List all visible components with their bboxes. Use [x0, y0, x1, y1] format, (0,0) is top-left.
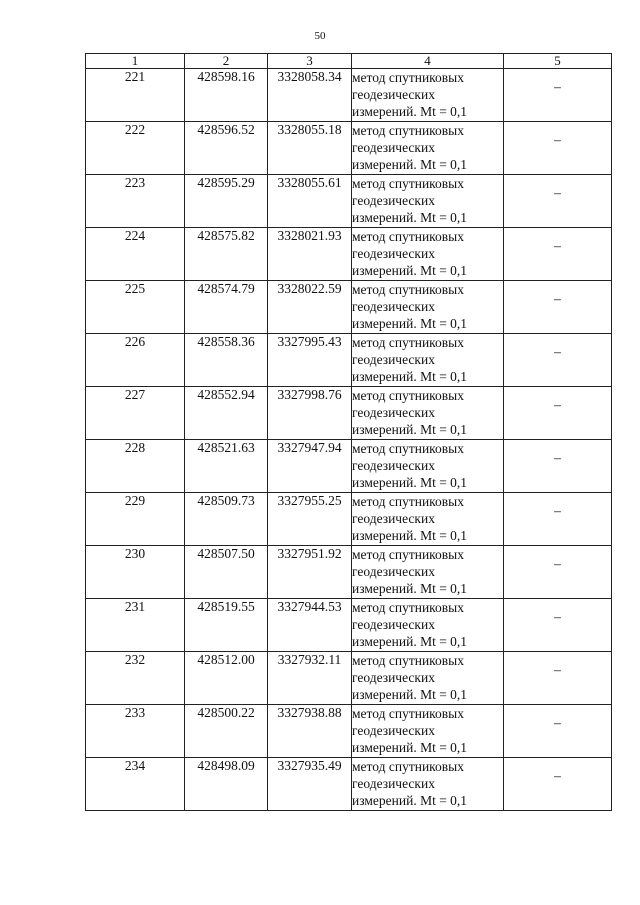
coordinate-x: 428500.22: [185, 705, 268, 758]
table-row: [86, 228, 612, 281]
method-description: [352, 228, 504, 281]
note-cell: [504, 387, 612, 440]
coordinate-y: 3327998.76: [268, 387, 352, 440]
method-line-1: метод спутниковых: [352, 547, 464, 562]
method-description: [352, 705, 504, 758]
table-row: [86, 281, 612, 334]
table-row: [86, 334, 612, 387]
note-cell: [504, 599, 612, 652]
coordinates-table: [85, 53, 612, 811]
method-line-2: геодезических: [352, 140, 435, 155]
coordinate-y: 3328058.34: [268, 69, 352, 122]
method-line-1: метод спутниковых: [352, 653, 464, 668]
coordinate-x: 428498.09: [185, 758, 268, 811]
method-line-3: измерений. Mt = 0,1: [352, 528, 468, 543]
point-number: 229: [86, 493, 185, 546]
coordinate-x: 428574.79: [185, 281, 268, 334]
coordinate-x: 428596.52: [185, 122, 268, 175]
method-line-2: геодезических: [352, 564, 435, 579]
note-cell: [504, 281, 612, 334]
method-description: [352, 440, 504, 493]
coordinate-x: 428512.00: [185, 652, 268, 705]
method-line-3: измерений. Mt = 0,1: [352, 263, 468, 278]
method-description: [352, 599, 504, 652]
coordinate-x: 428509.73: [185, 493, 268, 546]
point-number: 231: [86, 599, 185, 652]
point-number: 221: [86, 69, 185, 122]
point-number: 234: [86, 758, 185, 811]
coordinate-y: 3328022.59: [268, 281, 352, 334]
method-line-1: метод спутниковых: [352, 706, 464, 721]
coordinate-x: 428595.29: [185, 175, 268, 228]
note-cell: [504, 705, 612, 758]
header-col-2: 2: [185, 54, 268, 69]
point-number: 227: [86, 387, 185, 440]
method-line-1: метод спутниковых: [352, 494, 464, 509]
point-number: 230: [86, 546, 185, 599]
table-row: [86, 122, 612, 175]
coordinate-y: 3327944.53: [268, 599, 352, 652]
dash-mark: –: [554, 609, 561, 624]
dash-mark: –: [554, 344, 561, 359]
method-line-3: измерений. Mt = 0,1: [352, 157, 468, 172]
method-line-3: измерений. Mt = 0,1: [352, 210, 468, 225]
coordinate-x: 428507.50: [185, 546, 268, 599]
method-line-1: метод спутниковых: [352, 282, 464, 297]
method-line-3: измерений. Mt = 0,1: [352, 422, 468, 437]
note-cell: [504, 175, 612, 228]
header-col-3: 3: [268, 54, 352, 69]
dash-mark: –: [554, 662, 561, 677]
coordinate-y: 3328021.93: [268, 228, 352, 281]
table-row: [86, 69, 612, 122]
method-line-1: метод спутниковых: [352, 388, 464, 403]
point-number: 232: [86, 652, 185, 705]
method-line-3: измерений. Mt = 0,1: [352, 475, 468, 490]
method-line-2: геодезических: [352, 723, 435, 738]
method-description: [352, 493, 504, 546]
dash-mark: –: [554, 132, 561, 147]
method-line-1: метод спутниковых: [352, 176, 464, 191]
point-number: 223: [86, 175, 185, 228]
coordinate-y: 3328055.61: [268, 175, 352, 228]
method-line-3: измерений. Mt = 0,1: [352, 634, 468, 649]
method-line-3: измерений. Mt = 0,1: [352, 687, 468, 702]
table-row: [86, 440, 612, 493]
method-line-2: геодезических: [352, 776, 435, 791]
method-description: [352, 758, 504, 811]
coordinate-x: 428521.63: [185, 440, 268, 493]
coordinate-x: 428575.82: [185, 228, 268, 281]
page-number: 50: [314, 30, 326, 42]
method-description: [352, 334, 504, 387]
method-line-1: метод спутниковых: [352, 123, 464, 138]
method-line-1: метод спутниковых: [352, 335, 464, 350]
point-number: 222: [86, 122, 185, 175]
table-row: [86, 175, 612, 228]
method-line-1: метод спутниковых: [352, 70, 464, 85]
method-line-3: измерений. Mt = 0,1: [352, 581, 468, 596]
note-cell: [504, 546, 612, 599]
method-line-2: геодезических: [352, 193, 435, 208]
coordinate-y: 3327955.25: [268, 493, 352, 546]
dash-mark: –: [554, 503, 561, 518]
method-line-2: геодезических: [352, 352, 435, 367]
table-header-row: [86, 54, 612, 69]
note-cell: [504, 228, 612, 281]
note-cell: [504, 652, 612, 705]
method-line-2: геодезических: [352, 87, 435, 102]
method-line-2: геодезических: [352, 617, 435, 632]
method-description: [352, 69, 504, 122]
coordinate-y: 3328055.18: [268, 122, 352, 175]
dash-mark: –: [554, 397, 561, 412]
method-description: [352, 281, 504, 334]
point-number: 228: [86, 440, 185, 493]
dash-mark: –: [554, 715, 561, 730]
method-description: [352, 387, 504, 440]
method-line-3: измерений. Mt = 0,1: [352, 369, 468, 384]
method-description: [352, 652, 504, 705]
coordinate-y: 3327995.43: [268, 334, 352, 387]
coordinate-y: 3327932.11: [268, 652, 352, 705]
note-cell: [504, 334, 612, 387]
table-row: [86, 652, 612, 705]
table-row: [86, 387, 612, 440]
method-line-2: геодезических: [352, 299, 435, 314]
table-body: [86, 69, 612, 811]
coordinate-y: 3327947.94: [268, 440, 352, 493]
point-number: 224: [86, 228, 185, 281]
method-line-2: геодезических: [352, 511, 435, 526]
method-line-2: геодезических: [352, 670, 435, 685]
dash-mark: –: [554, 556, 561, 571]
method-line-3: измерений. Mt = 0,1: [352, 740, 468, 755]
coordinate-x: 428519.55: [185, 599, 268, 652]
method-line-2: геодезических: [352, 246, 435, 261]
point-number: 226: [86, 334, 185, 387]
header-col-4: 4: [352, 54, 504, 69]
dash-mark: –: [554, 450, 561, 465]
dash-mark: –: [554, 768, 561, 783]
dash-mark: –: [554, 79, 561, 94]
method-line-1: метод спутниковых: [352, 759, 464, 774]
method-line-3: измерений. Mt = 0,1: [352, 104, 468, 119]
method-line-2: геодезических: [352, 405, 435, 420]
coordinate-x: 428558.36: [185, 334, 268, 387]
note-cell: [504, 69, 612, 122]
method-description: [352, 122, 504, 175]
coordinate-y: 3327935.49: [268, 758, 352, 811]
table-row: [86, 758, 612, 811]
point-number: 233: [86, 705, 185, 758]
method-line-3: измерений. Mt = 0,1: [352, 793, 468, 808]
coordinate-x: 428598.16: [185, 69, 268, 122]
table-row: [86, 546, 612, 599]
dash-mark: –: [554, 291, 561, 306]
table-row: [86, 599, 612, 652]
point-number: 225: [86, 281, 185, 334]
dash-mark: –: [554, 238, 561, 253]
header-col-1: 1: [86, 54, 185, 69]
method-description: [352, 175, 504, 228]
note-cell: [504, 758, 612, 811]
method-description: [352, 546, 504, 599]
method-line-1: метод спутниковых: [352, 600, 464, 615]
table-row: [86, 705, 612, 758]
method-line-2: геодезических: [352, 458, 435, 473]
note-cell: [504, 440, 612, 493]
method-line-1: метод спутниковых: [352, 441, 464, 456]
header-col-5: 5: [504, 54, 612, 69]
coordinate-x: 428552.94: [185, 387, 268, 440]
coordinate-y: 3327951.92: [268, 546, 352, 599]
method-line-3: измерений. Mt = 0,1: [352, 316, 468, 331]
method-line-1: метод спутниковых: [352, 229, 464, 244]
table-row: [86, 493, 612, 546]
note-cell: [504, 493, 612, 546]
note-cell: [504, 122, 612, 175]
coordinate-y: 3327938.88: [268, 705, 352, 758]
dash-mark: –: [554, 185, 561, 200]
